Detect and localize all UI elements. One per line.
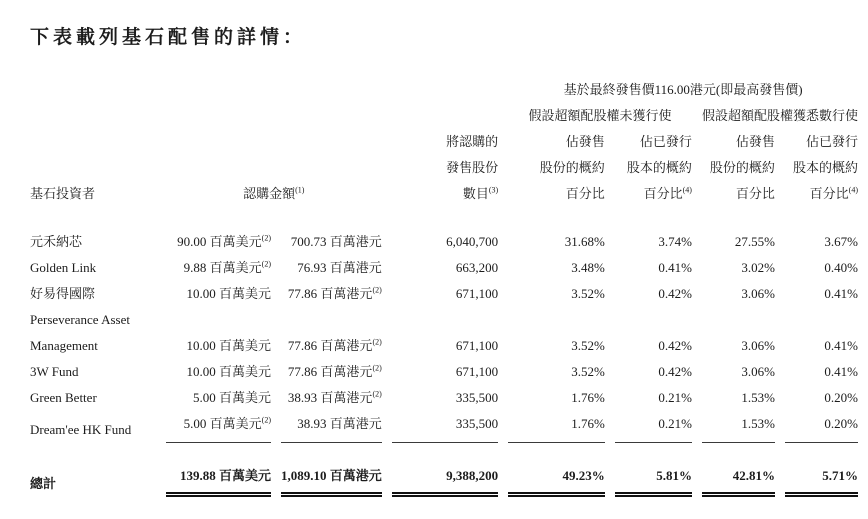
header-spacer	[30, 103, 498, 129]
pct-issued-1: 0.42%	[658, 338, 692, 353]
group-header-overallotment-not-exercised: 假設超額配股權未獲行使	[528, 108, 672, 123]
footnote-marker: (2)	[372, 285, 382, 295]
col-header-pct-offer-2: 佔發售 股份的概約 百分比	[709, 134, 775, 201]
subscription-hkd: 700.73 百萬港元	[290, 234, 382, 249]
investor-name: Dream'ee HK Fund	[30, 422, 132, 437]
footnote-marker: (4)	[848, 185, 858, 195]
pct-offer-1: 31.68%	[564, 234, 605, 249]
table-row	[30, 229, 858, 255]
offer-shares: 671,100	[455, 286, 499, 301]
subscription-hkd: 38.93 百萬港元	[281, 411, 382, 443]
subscription-usd: 5.00 百萬美元$^{(2)}$	[166, 411, 271, 443]
pct-offer-1: 3.52%	[571, 338, 605, 353]
table-row	[30, 255, 858, 281]
table-row	[30, 333, 858, 359]
pct-issued-2: 0.20%	[785, 411, 858, 443]
col-header-subscription-amount: 認購金額$^{(1)}$	[243, 185, 305, 201]
subscription-usd: 10.00 百萬美元	[186, 338, 271, 353]
subscription-hkd: 76.93 百萬港元	[297, 260, 382, 275]
pct-issued-2: 0.41%	[824, 338, 858, 353]
total-label: 總計	[30, 476, 57, 491]
subscription-usd: 90.00 百萬美元$^{(2)}$	[177, 233, 271, 249]
offer-shares: 6,040,700	[446, 234, 499, 249]
pct-issued-2: 0.40%	[824, 260, 858, 275]
total-pct-offer-2: 42.81%	[702, 463, 775, 497]
pct-issued-1: 0.21%	[658, 390, 692, 405]
column-header-row	[30, 129, 858, 207]
pct-issued-1: 3.74%	[658, 234, 692, 249]
pct-offer-2: 3.02%	[741, 260, 775, 275]
pct-issued-2: 3.67%	[824, 234, 858, 249]
pct-offer-2: 3.06%	[741, 364, 775, 379]
investor-name: 3W Fund	[30, 364, 79, 379]
total-pct-offer-1: 49.23%	[508, 463, 605, 497]
col-header-investor: 基石投資者	[30, 186, 96, 201]
pct-issued-2: 0.20%	[824, 390, 858, 405]
subscription-usd: 10.00 百萬美元	[186, 364, 271, 379]
total-subscription-hkd: 1,089.10 百萬港元	[281, 463, 382, 497]
table-row	[30, 281, 858, 307]
pct-issued-1: 0.41%	[658, 260, 692, 275]
col-header-offer-shares: 將認購的 發售股份 數目$^{(3)}$	[446, 134, 499, 201]
group-header-row-top	[30, 77, 858, 103]
footnote-marker: (1)	[295, 185, 305, 195]
col-header-pct-issued-1: 佔已發行 股本的概約 百分比$^{(4)}$	[626, 134, 692, 201]
offer-shares: 671,100	[455, 338, 499, 353]
section-title: 下表載列基石配售的詳情：	[30, 27, 307, 48]
spacer-row	[30, 443, 858, 463]
footnote-marker: (3)	[488, 185, 499, 195]
offer-shares: 335,500	[455, 390, 499, 405]
subscription-hkd: 77.86 百萬港元$^{(2)}$	[287, 285, 382, 301]
pct-issued-1: 0.42%	[658, 286, 692, 301]
pct-offer-2: 1.53%	[702, 411, 775, 443]
investor-name: Management	[30, 338, 98, 353]
offer-shares: 335,500	[392, 411, 498, 443]
investor-name: 好易得國際	[30, 286, 96, 301]
table-row	[30, 411, 858, 443]
investor-name: Golden Link	[30, 260, 97, 275]
pct-offer-1: 3.48%	[571, 260, 605, 275]
pct-offer-1: 3.52%	[571, 364, 605, 379]
group-header-offer-price: 基於最終發售價116.00港元(即最高發售價)	[563, 82, 803, 97]
pct-offer-2: 3.06%	[741, 338, 775, 353]
col-header-pct-issued-2: 佔已發行 股本的概約 百分比$^{(4)}$	[792, 134, 858, 201]
header-spacer	[30, 77, 498, 103]
investor-name: 元禾納芯	[30, 234, 83, 249]
total-subscription-usd: 139.88 百萬美元	[166, 463, 271, 497]
footnote-marker: (2)	[372, 337, 382, 347]
total-pct-issued-2: 5.71%	[785, 463, 858, 497]
pct-offer-1: 3.52%	[571, 286, 605, 301]
total-offer-shares: 9,388,200	[392, 463, 498, 497]
subscription-hkd: 38.93 百萬港元$^{(2)}$	[287, 389, 382, 405]
table-row	[30, 385, 858, 411]
footnote-marker: (2)	[372, 363, 382, 373]
pct-offer-1: 1.76%	[508, 411, 605, 443]
col-header-pct-offer-1: 佔發售 股份的概約 百分比	[539, 134, 605, 201]
investor-name: Perseverance Asset	[30, 312, 130, 327]
pct-issued-2: 0.41%	[824, 364, 858, 379]
pct-offer-2: 27.55%	[734, 234, 775, 249]
table-row	[30, 359, 858, 385]
table-row	[30, 307, 858, 333]
subscription-usd: 10.00 百萬美元	[186, 286, 271, 301]
footnote-marker: (4)	[682, 185, 692, 195]
pct-issued-1: 0.42%	[658, 364, 692, 379]
pct-issued-1: 0.21%	[615, 411, 692, 443]
cornerstone-placing-table	[20, 77, 868, 497]
total-row	[30, 463, 858, 497]
subscription-hkd: 77.86 百萬港元$^{(2)}$	[287, 363, 382, 379]
group-header-overallotment-exercised: 假設超額配股權獲悉數行使	[701, 108, 858, 123]
group-header-row-overallotment	[30, 103, 858, 129]
footnote-marker: (2)	[372, 389, 382, 399]
pct-issued-2: 0.41%	[824, 286, 858, 301]
spacer-row	[30, 207, 858, 229]
footnote-marker: (2)	[261, 233, 271, 243]
subscription-usd: 9.88 百萬美元$^{(2)}$	[183, 259, 271, 275]
footnote-marker: (2)	[261, 259, 271, 269]
total-pct-issued-1: 5.81%	[615, 463, 692, 497]
offer-shares: 671,100	[455, 364, 499, 379]
pct-offer-2: 3.06%	[741, 286, 775, 301]
investor-name: Green Better	[30, 390, 97, 405]
pct-offer-2: 1.53%	[741, 390, 775, 405]
subscription-hkd: 77.86 百萬港元$^{(2)}$	[287, 337, 382, 353]
offer-shares: 663,200	[455, 260, 499, 275]
pct-offer-1: 1.76%	[571, 390, 605, 405]
footnote-marker: (2)	[261, 415, 271, 425]
subscription-usd: 5.00 百萬美元	[192, 390, 271, 405]
